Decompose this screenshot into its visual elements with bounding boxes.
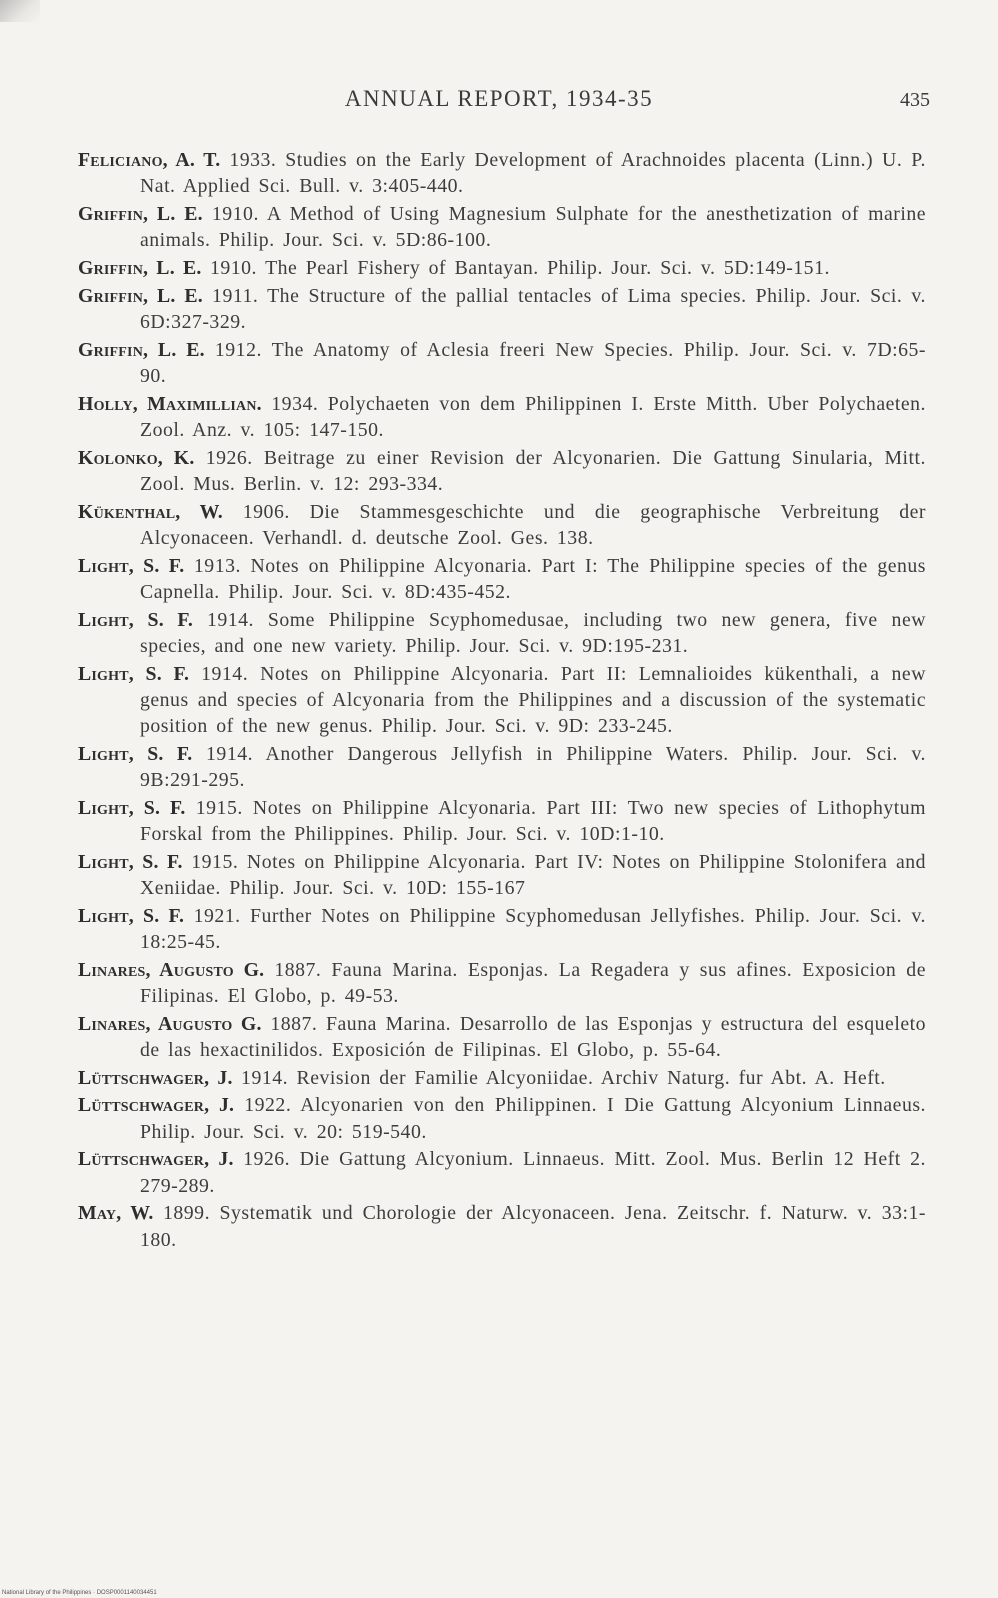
reference-entry xyxy=(78,553,926,606)
reference-entry xyxy=(78,1146,926,1199)
reference-text: 1914. Another Dangerous Jellyfish in Philippine Waters. Philip. Jour. Sci. v. 9B:291-295. xyxy=(140,742,926,792)
reference-author: Linares, Augusto G. xyxy=(78,1012,262,1035)
reference-entry xyxy=(78,147,926,200)
reference-text: 1926. Beitrage zu einer Revision der Alcyonarien. Die Gattung Sinularia, Mitt. Zool. Mus. Berlin. v. 12: 293-334. xyxy=(140,446,926,495)
reference-entry xyxy=(78,445,926,498)
reference-entry xyxy=(78,957,926,1010)
reference-entry xyxy=(78,1065,926,1091)
reference-text: 1899. Systematik und Chorologie der Alcyonaceen. Jena. Zeitschr. f. Naturw. v. 33:1-180. xyxy=(140,1202,926,1251)
reference-text: 1910. The Pearl Fishery of Bantayan. Philip. Jour. Sci. v. 5D:149-151. xyxy=(209,256,830,279)
reference-entry xyxy=(78,201,926,254)
reference-entry xyxy=(78,391,926,444)
scan-corner-shadow xyxy=(0,0,40,22)
reference-text: 1910. A Method of Using Magnesium Sulphate for the anesthetization of marine animals. Philip. Jour. Sci. v. 5D:86-100. xyxy=(140,202,926,252)
reference-entry xyxy=(78,661,926,740)
reference-author: Kolonko, K. xyxy=(78,446,195,469)
reference-entry xyxy=(78,1011,926,1064)
reference-author: Griffin, L. E. xyxy=(78,256,202,279)
reference-text: 1887. Fauna Marina. Esponjas. La Regadera y sus afines. Exposicion de Filipinas. El Globo, p. 49-53. xyxy=(140,958,926,1008)
reference-author: Holly, Maximillian. xyxy=(78,392,262,415)
reference-entry xyxy=(78,499,926,552)
reference-author: Light, S. F. xyxy=(78,662,190,685)
reference-author: Light, S. F. xyxy=(78,904,185,927)
reference-text: 1926. Die Gattung Alcyonium. Linnaeus. Mitt. Zool. Mus. Berlin 12 Heft 2. 279-289. xyxy=(140,1148,927,1197)
reference-text: 1922. Alcyonarien von den Philippinen. I Die Gattung Alcyonium Linnaeus. Philip. Jour. Sci. v. 20: 519-540. xyxy=(140,1094,926,1143)
page-header xyxy=(0,86,998,116)
reference-entry xyxy=(78,849,926,902)
running-title: ANNUAL REPORT, 1934-35 xyxy=(344,86,654,111)
reference-text: 1914. Some Philippine Scyphomedusae, including two new genera, five new species, and one new variety. Philip. Jour. Sci. v. 9D:195-231. xyxy=(140,608,927,657)
page-number: 435 xyxy=(900,89,930,111)
reference-author: Light, S. F. xyxy=(78,608,194,631)
reference-author: May, W. xyxy=(78,1202,154,1225)
reference-author: Griffin, L. E. xyxy=(78,338,205,361)
reference-text: 1906. Die Stammesgeschichte und die geographische Verbreitung der Alcyonaceen. Verhandl. d. deutsche Zool. Ges. 138. xyxy=(140,500,926,549)
reference-author: Lüttschwager, J. xyxy=(78,1094,235,1117)
reference-entry xyxy=(78,255,926,281)
reference-author: Lüttschwager, J. xyxy=(78,1148,234,1171)
reference-author: Griffin, L. E. xyxy=(78,202,203,225)
reference-author: Light, S. F. xyxy=(78,742,193,765)
reference-author: Lüttschwager, J. xyxy=(78,1066,233,1089)
reference-author: Kükenthal, W. xyxy=(78,500,223,523)
scan-footer-credit: National Library of the Philippines · DOSP0001140034451 xyxy=(2,1590,157,1596)
reference-author: Griffin, L. E. xyxy=(78,284,203,307)
reference-author: Light, S. F. xyxy=(78,554,185,577)
reference-entry xyxy=(78,1200,926,1253)
reference-text: 1921. Further Notes on Philippine Scyphomedusan Jellyfishes. Philip. Jour. Sci. v. 18:25-45. xyxy=(140,904,926,954)
reference-entry xyxy=(78,283,926,336)
reference-text: 1912. The Anatomy of Aclesia freeri New Species. Philip. Jour. Sci. v. 7D:65-90. xyxy=(140,338,926,387)
reference-text: 1914. Revision der Familie Alcyoniidae. Archiv Naturg. fur Abt. A. Heft. xyxy=(241,1066,886,1089)
reference-text: 1913. Notes on Philippine Alcyonaria. Part I: The Philippine species of the genus Capnella. Philip. Jour. Sci. v. 8D:435-452. xyxy=(140,554,926,603)
reference-author: Light, S. F. xyxy=(78,850,183,873)
reference-entry xyxy=(78,741,926,794)
reference-text: 1933. Studies on the Early Development of Arachnoides placenta (Linn.) U. P. Nat. Applied Sci. Bull. v. 3:405-440. xyxy=(140,149,926,198)
reference-text: 1911. The Structure of the pallial tentacles of Lima species. Philip. Jour. Sci. v. 6D:327-329. xyxy=(140,284,926,333)
reference-entry xyxy=(78,607,926,660)
reference-author: Light, S. F. xyxy=(78,796,186,819)
reference-entry xyxy=(78,1092,926,1145)
reference-text: 1914. Notes on Philippine Alcyonaria. Part II: Lemnalioides kükenthali, a new genus and species of Alcyonaria from the Philippines and a discussion of the systematic position of the new genus. Philip. Jour. Sci. v. 9D: 233-245. xyxy=(140,662,926,738)
reference-text: 1915. Notes on Philippine Alcyonaria. Part III: Two new species of Lithophytum Forskal from the Philippines. Philip. Jour. Sci. v. 10D:1-10. xyxy=(140,796,927,846)
reference-author: Feliciano, A. T. xyxy=(78,149,221,171)
reference-list xyxy=(78,147,926,1254)
reference-entry xyxy=(78,795,926,848)
reference-entry xyxy=(78,903,926,956)
reference-author: Linares, Augusto G. xyxy=(78,958,265,981)
reference-entry xyxy=(78,337,926,390)
reference-text: 1915. Notes on Philippine Alcyonaria. Part IV: Notes on Philippine Stolonifera and Xeniidae. Philip. Jour. Sci. v. 10D: 155-167 xyxy=(140,850,927,900)
reference-text: 1887. Fauna Marina. Desarrollo de las Esponjas y estructura del esqueleto de las hexactinilidos. Exposición de Filipinas. El Globo, p. 55-64. xyxy=(140,1012,926,1062)
reference-text: 1934. Polychaeten von dem Philippinen I. Erste Mitth. Uber Polychaeten. Zool. Anz. v. 105: 147-150. xyxy=(140,392,926,441)
